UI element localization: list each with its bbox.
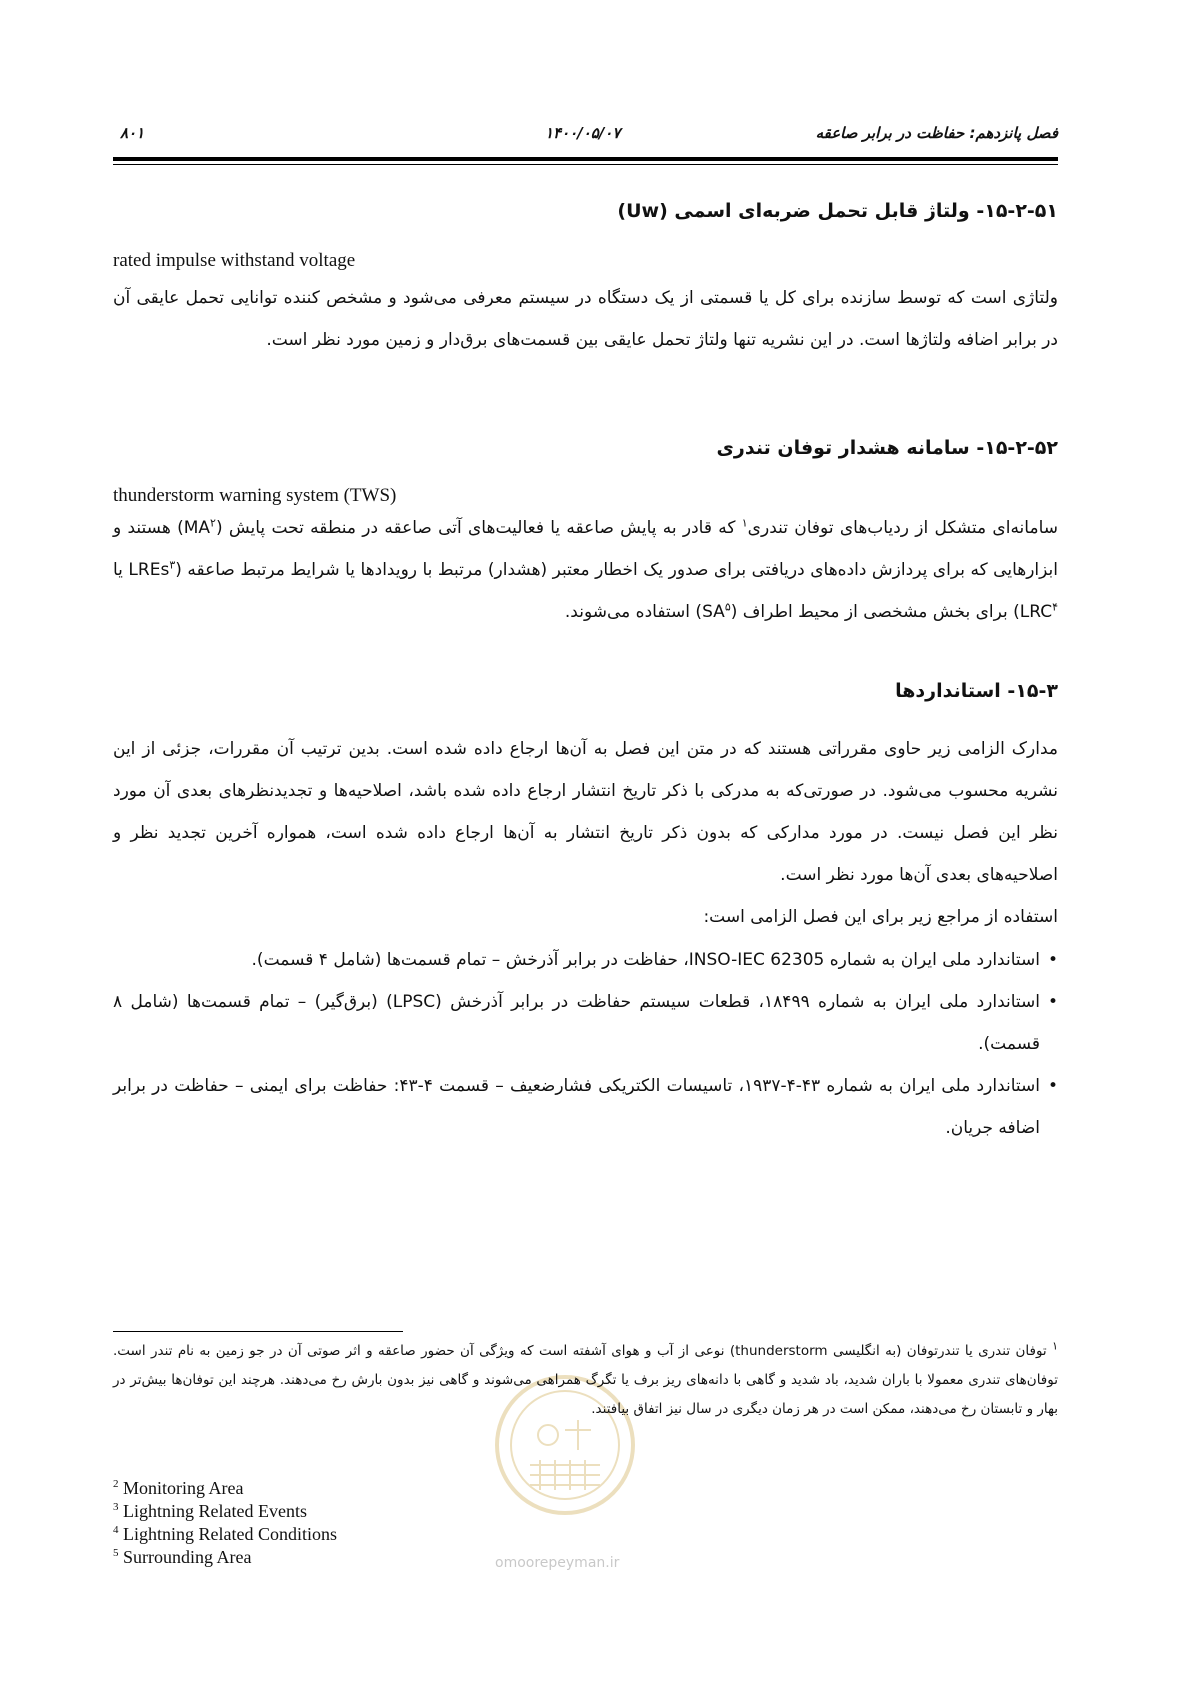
list-item: • استاندارد ملی ایران به شماره ۴۳-۴-۱۹۳۷، تاسیسات الکتریکی فشارضعیف – قسمت ۴-۴۳: حفاظت برای ایمنی – حفاظت در برابر اضافه جریان.: [113, 1065, 1058, 1149]
section-heading-standards: ۱۵-۳- استانداردها: [895, 680, 1058, 702]
footnote-1: [113, 1337, 1058, 1424]
bullet-icon: •: [1047, 950, 1058, 970]
section-body-standards: [113, 728, 1058, 938]
page-number: ۸۰۱: [120, 124, 145, 142]
paragraph: مدارک الزامی زیر حاوی مقرراتی هستند که در متن این فصل به آن‌ها ارجاع داده شده است. بدین ترتیب آن مقررات، جزئی از این نشریه محسوب می‌شود. در صورتی‌که به مدرکی با ذکر تاریخ انتشار ارجاع داده شده باشد، اصلاحیه‌ها و تجدیدنظرهای بعدی آن مورد نظر این فصل نیست. در مورد مدارکی که بدون ذکر تاریخ انتشار به آن‌ها ارجاع داده شده است، همواره آخرین تجدید نظر و اصلاحیه‌های بعدی آن‌ها مورد نظر است.: [113, 739, 1058, 885]
header-date: ۱۴۰۰/۰۵/۰۷: [545, 124, 621, 142]
footnote-4: $^4$ Lightning Related Conditions: [113, 1524, 337, 1544]
bullet-icon: •: [1047, 992, 1058, 1012]
footnote-3: $^3$ Lightning Related Events: [113, 1501, 307, 1521]
paragraph: سامانه‌ای متشکل از ردیاب‌های توفان تندری$^۱$ که قادر به پایش صاعقه یا فعالیت‌های آتی صاعقه در منطقه تحت پایش $(MA^۲)$ هستند و ابزارهایی که برای پردازش داده‌های دریافتی برای صدور یک اخطار معتبر (هشدار) مرتبط با رویدادها یا شرایط مرتبط صاعقه (LREs$^۳$ یا LRC$^۴$) برای بخش مشخصی از محیط اطراف $(SA^۵)$ استفاده می‌شوند.: [113, 516, 1058, 622]
footnote-ref-5: ۵: [724, 600, 731, 614]
standards-list: [113, 939, 1058, 1149]
english-footnotes: [113, 1477, 337, 1569]
header-rule-thin: [113, 164, 1058, 165]
chapter-title: فصل پانزدهم: حفاظت در برابر صاعقه: [815, 124, 1058, 142]
footnote-ref-3: ۳: [169, 558, 176, 572]
references-intro: استفاده از مراجع زیر برای این فصل الزامی است:: [703, 907, 1058, 927]
footnote-2: $^2$ Monitoring Area: [113, 1478, 244, 1498]
section-body-51: [113, 277, 1058, 361]
list-item: • استاندارد ملی ایران به شماره INSO-IEC 62305، حفاظت در برابر آذرخش – تمام قسمت‌ها (شامل ۴ قسمت).: [113, 939, 1058, 981]
english-term-52: thunderstorm warning system (TWS): [113, 485, 397, 506]
footnote-ref-1: ۱: [741, 516, 748, 530]
footnote-rule: [113, 1331, 403, 1332]
section-heading-52: ۱۵-۲-۵۲- سامانه هشدار توفان تندری: [716, 437, 1058, 459]
footnote-5: $^5$ Surrounding Area: [113, 1547, 252, 1567]
paragraph: ولتاژی است که توسط سازنده برای کل یا قسمتی از یک دستگاه در سیستم معرفی می‌شود و مشخص کننده توانایی تحمل عایقی آن در برابر اضافه ولتاژها است. در این نشریه تنها ولتاژ تحمل عایقی بین قسمت‌های برق‌دار و زمین مورد نظر است.: [113, 288, 1058, 350]
footnote-ref-2: ۲: [210, 516, 216, 530]
section-heading-51: ۱۵-۲-۵۱- ولتاژ قابل تحمل ضربه‌ای اسمی (Uw): [617, 200, 1058, 222]
bullet-icon: •: [1047, 1076, 1058, 1096]
footnote-number: ۱: [1052, 1339, 1058, 1353]
list-item: • استاندارد ملی ایران به شماره ۱۸۴۹۹، قطعات سیستم حفاظت در برابر آذرخش (LPSC) (برق‌گیر) – تمام قسمت‌ها (شامل ۸ قسمت).: [113, 981, 1058, 1065]
header-rule-thick: [113, 157, 1058, 161]
english-term-51: rated impulse withstand voltage: [113, 250, 356, 271]
footnote-ref-4: ۴: [1052, 600, 1058, 614]
watermark-text: omoorepeyman.ir: [495, 1555, 620, 1571]
footnote-text: توفان تندری یا تندرتوفان (به انگلیسی thunderstorm) نوعی از آب و هوای آشفته است که ویژگی آن حضور صاعقه و اثر صوتی آن در جو زمین به نام تندر است. توفان‌های تندری معمولا با باران شدید، باد شدید و گاهی با دانه‌های ریز برف یا تگرگ همراهی می‌شوند و گاهی نیز بدون بارش رخ می‌دهند. هرچند این توفان‌ها بیش‌تر در بهار و تابستان رخ می‌دهند، ممکن است در هر زمان دیگری در سال نیز اتفاق بیافتند.: [113, 1343, 1058, 1417]
section-body-52: [113, 507, 1058, 633]
